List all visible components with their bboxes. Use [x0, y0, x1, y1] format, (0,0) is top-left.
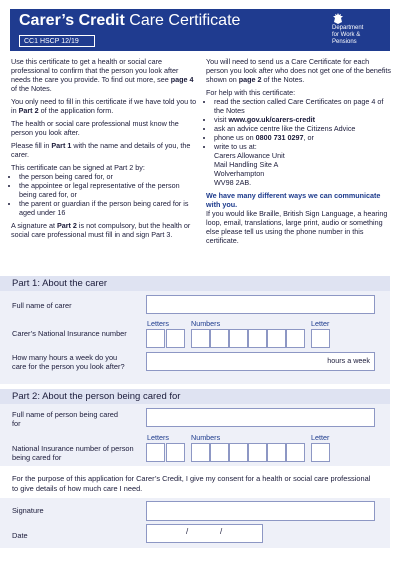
intro-paragraph: You only need to fill in this certificate if we have told you to in Part 2 of the application form.: [11, 97, 197, 115]
address-line: Wolverhampton: [214, 169, 265, 178]
cared-ni-label: National Insurance number of person being cared for: [12, 444, 134, 462]
communication-heading: We have many different ways we can communicate with you.: [206, 191, 381, 209]
list-item: • phone us on 0800 731 0297, or: [214, 133, 392, 142]
date-separator: /: [220, 527, 223, 536]
ni-letter-box[interactable]: [146, 443, 165, 462]
ni-number-box[interactable]: [229, 329, 248, 348]
form-code-box: CC1 HSCP 12/19: [19, 35, 95, 47]
numbers-label: Numbers: [191, 319, 221, 328]
intro-left-column: [11, 57, 197, 243]
letter-label: Letter: [311, 319, 330, 328]
signature-field[interactable]: [146, 501, 375, 521]
intro-paragraph: The health or social care professional must know the person you look after.: [11, 119, 179, 137]
part2-panel: [0, 404, 390, 466]
carer-name-field[interactable]: [146, 295, 375, 314]
signature-panel: [0, 498, 390, 548]
date-separator: /: [186, 527, 189, 536]
carer-name-label: Full name of carer: [12, 301, 72, 310]
department-line: for Work &: [332, 32, 361, 38]
list-item: • ask an advice centre like the Citizens Advice: [214, 124, 392, 133]
ni-number-box[interactable]: [229, 443, 248, 462]
intro-right-column: [206, 57, 392, 249]
ni-letter-box[interactable]: [146, 329, 165, 348]
intro-paragraph: This certificate can be signed at Part 2 by:: [11, 163, 145, 172]
hours-label: How many hours a week do you care for the person you look after?: [12, 353, 125, 371]
cared-name-label: Full name of person being cared for: [12, 410, 118, 428]
department-logo: [332, 13, 388, 46]
part2-heading: Part 2: About the person being cared for: [0, 389, 390, 404]
form-header: [10, 9, 390, 51]
ni-suffix-box[interactable]: [311, 329, 330, 348]
intro-paragraph: Please fill in Part 1 with the name and details of you, the carer.: [11, 141, 191, 159]
ni-number-box[interactable]: [286, 329, 305, 348]
page-title: Carer’s Credit Care Certificate: [19, 12, 241, 29]
ni-number-box[interactable]: [267, 443, 286, 462]
ni-number-box[interactable]: [286, 443, 305, 462]
help-list: [206, 97, 392, 151]
list-item: • the parent or guardian if the person being cared for is aged under 16: [19, 199, 197, 217]
hours-suffix: hours a week: [327, 356, 370, 365]
ni-number-box[interactable]: [191, 443, 210, 462]
list-item: • visit www.gov.uk/carers-credit: [214, 115, 392, 124]
help-title: For help with this certificate:: [206, 88, 296, 97]
date-field[interactable]: [146, 524, 263, 543]
intro-paragraph: You will need to send us a Care Certificate for each person you look after who does not get one of the benefits shown on page 2 of the Notes.: [206, 57, 392, 84]
ni-number-box[interactable]: [267, 329, 286, 348]
part1-heading: Part 1: About the carer: [0, 276, 390, 291]
intro-paragraph: Use this certificate to get a health or social care professional to confirm that the person you look after needs the care you provide. To find out more, see page 4 of the Notes.: [11, 57, 194, 93]
consent-statement: For the purpose of this application for Carer’s Credit, I give my consent for a health or social care professional to give details of how much care I need.: [12, 474, 371, 493]
signer-list: [11, 172, 197, 217]
ni-suffix-box[interactable]: [311, 443, 330, 462]
numbers-label: Numbers: [191, 433, 221, 442]
intro-paragraph: A signature at Part 2 is not compulsory, but the health or social care professional must fill in and sign Part 3.: [11, 221, 191, 239]
list-item: • the person being cared for, or: [19, 172, 197, 181]
website-link[interactable]: www.gov.uk/carers-credit: [228, 115, 316, 124]
list-item: • the appointee or legal representative of the person being cared for, or: [19, 181, 197, 199]
ni-number-box[interactable]: [210, 329, 229, 348]
list-item: • write to us at:: [214, 142, 392, 151]
address-line: Carers Allowance Unit: [214, 151, 285, 160]
letter-label: Letter: [311, 433, 330, 442]
phone-number: 0800 731 0297: [255, 133, 304, 142]
ni-number-box[interactable]: [191, 329, 210, 348]
ni-letter-box[interactable]: [166, 443, 185, 462]
ni-number-box[interactable]: [210, 443, 229, 462]
cared-name-field[interactable]: [146, 408, 375, 427]
date-label: Date: [12, 531, 28, 540]
ni-number-box[interactable]: [248, 329, 267, 348]
communication-text: If you would like Braille, British Sign Language, a hearing loop, email, translations, large print, audio or something else please tell us using the phone number in this certificate.: [206, 209, 388, 245]
department-line: Department: [332, 25, 364, 31]
ni-letter-box[interactable]: [166, 329, 185, 348]
letters-label: Letters: [147, 433, 169, 442]
postal-address: [206, 151, 392, 187]
department-line: Pensions: [332, 39, 357, 45]
letters-label: Letters: [147, 319, 169, 328]
part1-panel: [0, 291, 390, 384]
address-line: WV98 2AB.: [214, 178, 252, 187]
carer-ni-label: Carer’s National Insurance number: [12, 329, 127, 338]
address-line: Mail Handling Site A: [214, 160, 279, 169]
ni-number-box[interactable]: [248, 443, 267, 462]
royal-crest-icon: [332, 13, 344, 24]
hours-field[interactable]: [146, 352, 375, 371]
list-item: • read the section called Care Certificates on page 4 of the Notes: [214, 97, 392, 115]
signature-label: Signature: [12, 506, 44, 515]
